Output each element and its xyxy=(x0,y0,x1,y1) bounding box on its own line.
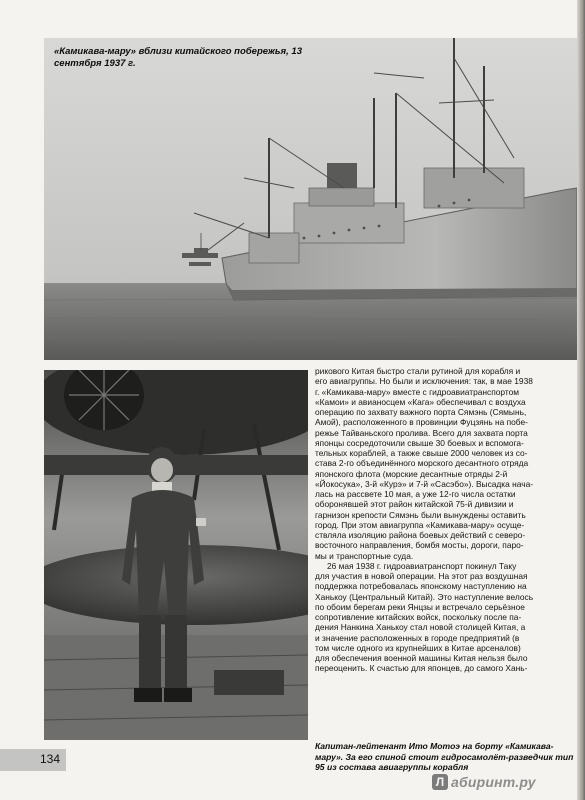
body-line: лась на рассвете 10 мая, а уже 12-го числа остатки xyxy=(315,489,516,499)
body-line: город. При этом авиагруппа «Камикава-мару» осуще- xyxy=(315,519,525,530)
body-line: мы и транспортные суда. xyxy=(315,550,414,561)
body-line: 26 мая 1938 г. гидроавиатранспорт покинул Таку xyxy=(327,560,517,571)
body-line: Ханькоу (Центральный Китай). Это наступление велось xyxy=(315,591,534,602)
watermark-logo-icon: Л xyxy=(432,774,448,790)
pilot-photo xyxy=(44,370,308,740)
body-line: оборонявшей этот район китайской 75-й дивизии и xyxy=(315,499,514,510)
body-line: става 2-го объединённого морского десантного отряда xyxy=(315,458,529,469)
body-line: и значение расположенных в городе предприятий (в xyxy=(315,632,520,643)
body-line: том числе одного из крупнейших в Китае арсеналов) xyxy=(315,642,521,653)
body-line: гарнизон крепости Сямэнь были вынуждены оставить xyxy=(315,509,526,520)
ship-photo-image xyxy=(44,38,577,360)
body-line: по обоим берегам реки Янцзы и встречало серьёзное xyxy=(315,601,525,612)
body-line: для участия в новой операции. На этот раз воздушная xyxy=(315,571,528,581)
ship-photo xyxy=(44,38,577,360)
page-number-box xyxy=(0,749,66,771)
body-line: г. «Камикава-мару» вместе с гидроавиатранспортом xyxy=(315,386,520,397)
body-line: тельных кораблей, а также свыше 2000 человек из со- xyxy=(315,448,528,458)
watermark xyxy=(432,772,536,792)
body-line: восточного направления, бомбя мосты, дороги, паро- xyxy=(315,540,524,551)
body-line: ствляла изоляцию района боевых действий с северо- xyxy=(315,530,526,540)
page-number: 134 xyxy=(40,752,61,766)
body-line: переоценить. К счастью для японцев, до самого Хань- xyxy=(315,663,528,674)
body-line: дения Нанкина Ханькоу стал новой столицей Китая, а xyxy=(315,622,526,633)
body-line: японцы сосредоточили свыше 30 боевых и вспомога- xyxy=(315,437,524,448)
body-line: японского флота (морские десантные отряды 2-й xyxy=(315,468,508,479)
pilot-photo-caption: Капитан-лейтенант Ито Мотоэ на борту «Камикава-мару». За его спиной стоит гидросамолёт-разведчик тип 95 из состава авиагруппы корабля xyxy=(315,741,574,772)
watermark-text: абиринт.ру xyxy=(451,774,536,790)
body-line: для обеспечения военной машины Китая нельзя было xyxy=(315,653,528,663)
body-line: поддержка потребовалась японскому наступлению на xyxy=(315,581,527,592)
body-line: «Йокосука», 3-й «Курэ» и 7-й «Сасэбо»). Высадка нача- xyxy=(315,478,534,489)
page-gutter-edge xyxy=(577,0,585,800)
body-line: операцию по захвату важного порта Сямэнь (Сямынь, xyxy=(315,407,527,417)
body-line: «Камои» и авианосцем «Кага» обеспечивал с воздуха xyxy=(315,396,526,407)
top-photo-caption: «Камикава-мару» вблизи китайского побережья, 13 сентября 1937 г. xyxy=(54,46,302,69)
body-text xyxy=(315,366,580,674)
pilot-photo-image xyxy=(44,370,308,740)
body-line: режье Тайваньского пролива. Всего для захвата порта xyxy=(315,427,528,438)
body-line: рикового Китая быстро стали рутиной для корабля и xyxy=(315,366,521,376)
body-line: Амой), расположенного в провинции Фуцзянь на побе- xyxy=(315,417,528,428)
body-line: его авиагруппы. Но были и исключения: так, в мае 1938 xyxy=(315,376,533,387)
body-line: сопротивление китайских войск, поскольку после па- xyxy=(315,612,522,622)
